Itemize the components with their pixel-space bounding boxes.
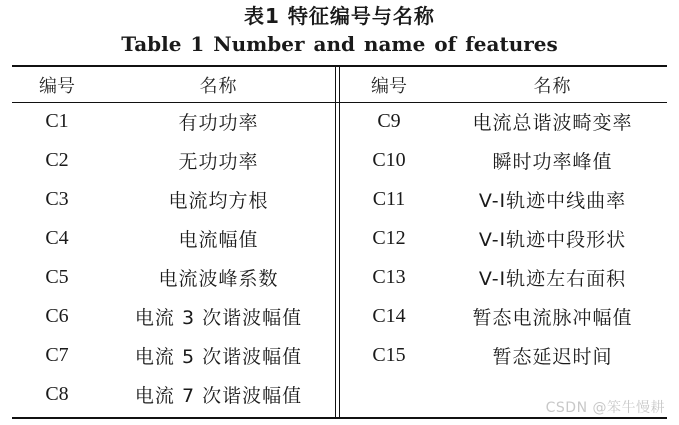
table-row xyxy=(340,297,667,336)
feature-name: 电流 3 次谐波幅值 xyxy=(134,307,303,329)
feature-name: 电流幅值 xyxy=(178,229,259,251)
feature-name: 电流 7 次谐波幅值 xyxy=(134,385,303,407)
feature-number: C3 xyxy=(45,188,69,210)
feature-name: 电流均方根 xyxy=(168,190,269,212)
feature-name: 有功功率 xyxy=(178,112,259,134)
feature-name: 暂态电流脉冲幅值 xyxy=(472,307,633,329)
feature-number: C4 xyxy=(45,227,69,249)
feature-number: C15 xyxy=(372,344,406,366)
features-table-right xyxy=(340,67,667,375)
feature-name: 瞬时功率峰值 xyxy=(492,151,613,173)
table-row xyxy=(12,219,335,258)
feature-name: V-I轨迹左右面积 xyxy=(478,268,627,290)
table-row xyxy=(340,258,667,297)
feature-number: C11 xyxy=(372,188,406,210)
header-name: 名称 xyxy=(199,75,238,97)
header-number: 编号 xyxy=(371,75,407,97)
table-row xyxy=(12,102,335,141)
table-row xyxy=(12,258,335,297)
table-row xyxy=(340,336,667,375)
feature-number: C7 xyxy=(45,344,69,366)
feature-name: V-I轨迹中线曲率 xyxy=(478,190,627,212)
table-row xyxy=(340,219,667,258)
feature-number: C1 xyxy=(45,110,69,132)
table-caption-english: Table 1 Number and name of features xyxy=(121,32,558,56)
header-number: 编号 xyxy=(39,75,75,97)
watermark: CSDN @笨牛慢耕 xyxy=(545,400,665,416)
feature-number: C2 xyxy=(45,149,69,171)
column-divider xyxy=(335,67,336,417)
feature-number: C6 xyxy=(45,305,69,327)
table-header-row xyxy=(340,67,667,102)
feature-name: 无功功率 xyxy=(178,151,259,173)
feature-number: C5 xyxy=(45,266,69,288)
table-row xyxy=(340,141,667,180)
feature-name: 电流 5 次谐波幅值 xyxy=(134,346,303,368)
table-row xyxy=(340,180,667,219)
feature-name: V-I轨迹中段形状 xyxy=(478,229,627,251)
header-name: 名称 xyxy=(533,75,572,97)
table-row xyxy=(12,180,335,219)
feature-number: C10 xyxy=(372,149,406,171)
table-row xyxy=(12,141,335,180)
table-row xyxy=(12,297,335,336)
feature-number: C12 xyxy=(372,227,406,249)
table-row xyxy=(12,375,335,414)
feature-name: 电流总谐波畸变率 xyxy=(472,112,633,134)
features-table-left xyxy=(12,67,335,414)
table-caption-chinese: 表1 特征编号与名称 xyxy=(244,4,435,28)
feature-number: C8 xyxy=(45,383,69,405)
table-row xyxy=(340,102,667,141)
table-bottom-rule xyxy=(12,417,667,419)
feature-number: C14 xyxy=(372,305,406,327)
table-row xyxy=(12,336,335,375)
table-header-row xyxy=(12,67,335,102)
feature-number: C9 xyxy=(377,110,401,132)
feature-name: 电流波峰系数 xyxy=(158,268,279,290)
feature-name: 暂态延迟时间 xyxy=(492,346,613,368)
feature-number: C13 xyxy=(372,266,406,288)
